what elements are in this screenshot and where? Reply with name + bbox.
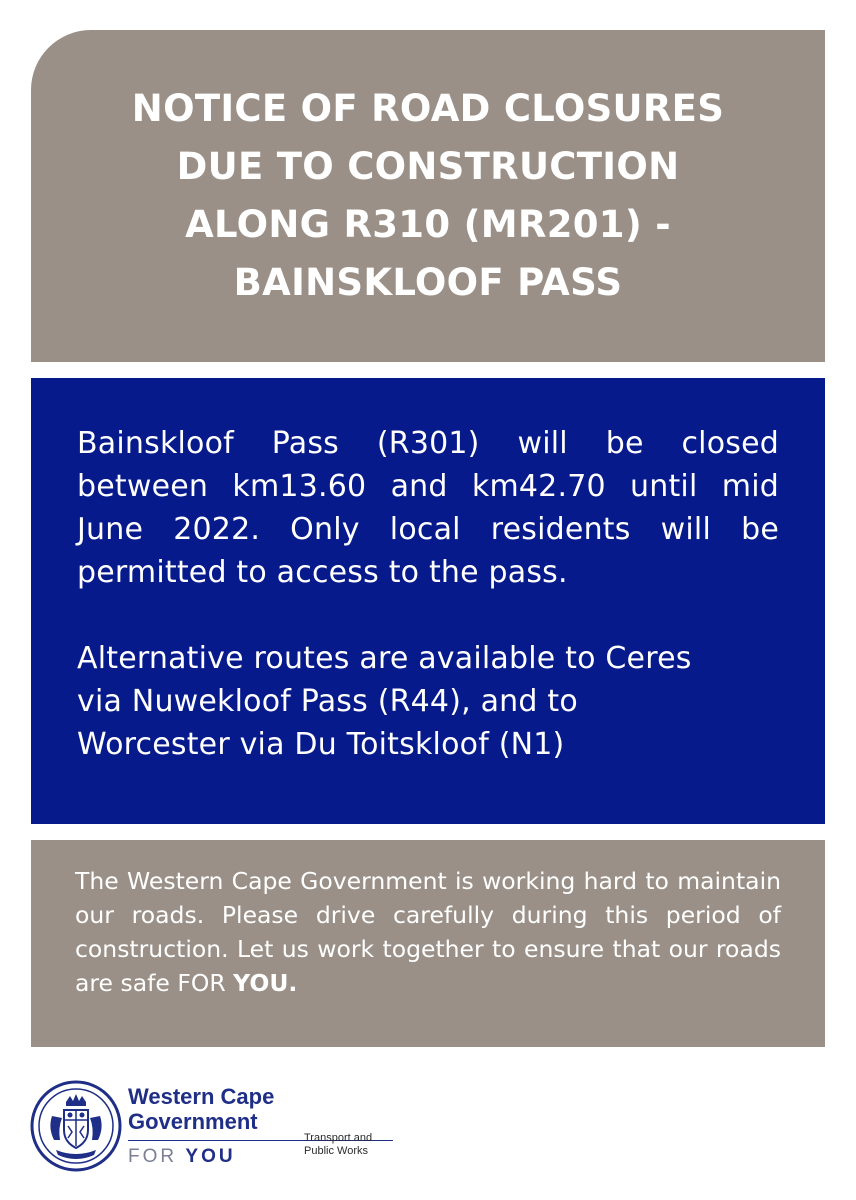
closure-paragraph: Bainskloof Pass (R301) will be closed between km13.60 and km42.70 until mid June 2022. Only local residents will be permitted to access to the pass.	[77, 426, 779, 590]
tagline-you: YOU	[185, 1146, 236, 1167]
notice-title	[78, 80, 778, 312]
title-panel	[31, 30, 825, 362]
coat-of-arms-icon	[30, 1080, 122, 1172]
title-line-4: BAINSKLOOF PASS	[233, 261, 623, 304]
org-name-line-1: Western Cape	[128, 1084, 275, 1109]
tagline-for: FOR	[128, 1146, 178, 1167]
alt-route-line-1: Alternative routes are available to Ceres	[77, 641, 692, 676]
org-name	[128, 1084, 274, 1134]
title-line-1: NOTICE OF ROAD CLOSURES	[131, 87, 725, 130]
government-logo	[30, 1080, 450, 1180]
footer-emphasis: YOU.	[233, 969, 298, 997]
title-line-2: DUE TO CONSTRUCTION	[176, 145, 680, 188]
department-line-2: Public Works	[304, 1145, 368, 1157]
closure-info-panel	[31, 378, 825, 824]
footer-message-panel	[31, 840, 825, 1047]
alternative-routes-paragraph	[77, 637, 779, 766]
alt-route-line-3: Worcester via Du Toitskloof (N1)	[77, 727, 565, 762]
org-name-line-2: Government	[128, 1109, 258, 1134]
department-name	[304, 1132, 372, 1158]
tagline	[128, 1146, 236, 1168]
alt-route-line-2: via Nuwekloof Pass (R44), and to	[77, 684, 578, 719]
footer-message-text: The Western Cape Government is working hard to maintain our roads. Please drive carefully during this period of construction. Let us work together to ensure that our roads are safe FOR	[75, 867, 781, 997]
department-line-1: Transport and	[304, 1132, 373, 1144]
footer-message	[75, 864, 781, 1000]
title-line-3: ALONG R310 (MR201) -	[185, 203, 671, 246]
